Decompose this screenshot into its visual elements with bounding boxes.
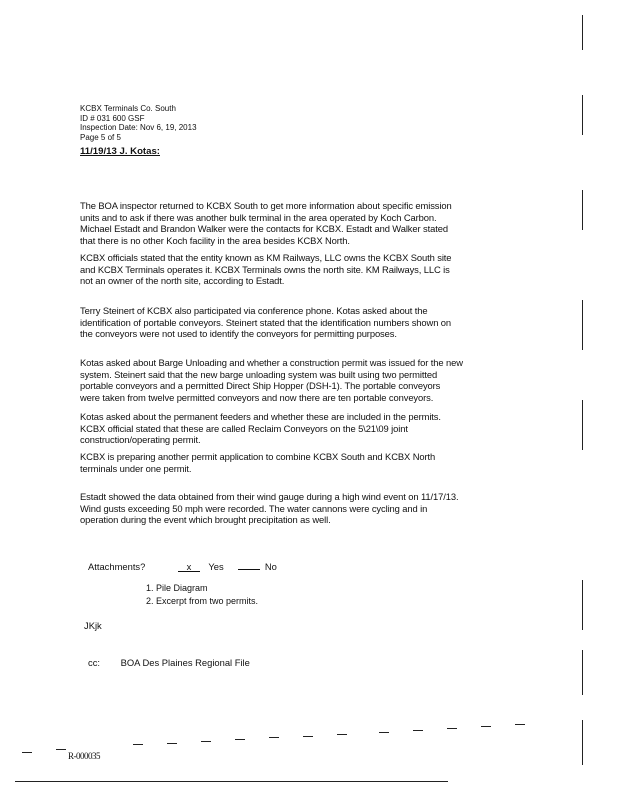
dash-mark <box>481 726 491 727</box>
inspection-date: Inspection Date: Nov 6, 19, 2013 <box>80 123 197 133</box>
paragraph-line: Michael Estadt and Brandon Walker were the contacts for KCBX. Estadt and Walker stated <box>80 223 448 235</box>
dash-mark <box>22 752 32 753</box>
margin-segment <box>582 300 583 350</box>
paragraph-line: portable conveyors and a permitted Direct Ship Hopper (DSH-1). The portable conveyors <box>80 380 441 392</box>
attachments-label: Attachments? <box>88 561 146 572</box>
paragraph-line: Wind gusts exceeding 50 mph were recorded. The water cannons were cycling and in <box>80 502 428 514</box>
paragraph-line: identification of portable conveyors. Steinert stated that the identification numbers shown on <box>80 316 452 328</box>
dash-mark <box>337 734 347 735</box>
margin-segment <box>582 650 583 695</box>
dash-mark <box>167 743 177 744</box>
paragraph <box>80 451 435 474</box>
paragraph-line: Kotas asked about the permanent feeders and whether these are included in the permits. <box>80 411 441 422</box>
dash-mark <box>413 730 423 731</box>
paragraph-line: not an owner of the north site, according to Estadt. <box>80 275 285 287</box>
bates-stamp: R-000035 <box>68 751 100 761</box>
paragraph <box>80 357 463 403</box>
section-heading: 11/19/13 J. Kotas: <box>80 146 160 157</box>
facility-id: ID # 031 600 GSF <box>80 113 145 123</box>
no-label: No <box>264 561 277 572</box>
paragraph <box>80 200 452 246</box>
paragraph-line: KCBX officials stated that the entity known as KM Railways, LLC owns the KCBX South site <box>80 252 452 263</box>
paragraph-line: KCBX official stated that these are called Reclaim Conveyors on the 5\21\09 joint <box>80 422 408 434</box>
paragraph-line: The BOA inspector returned to KCBX South to get more information about specific emission <box>80 200 452 211</box>
margin-segment <box>582 400 583 450</box>
attachments-row <box>88 561 283 572</box>
paragraph <box>80 411 441 446</box>
dash-mark <box>447 728 457 729</box>
paragraph <box>80 491 459 526</box>
paragraph-line: units and to ask if there was another bulk terminal in the area operated by Koch Carbon. <box>80 211 437 223</box>
paragraph-line: Kotas asked about Barge Unloading and whether a construction permit was issued for the new <box>80 357 463 368</box>
paragraph-line: and KCBX Terminals operates it. KCBX Terminals owns the north site. KM Railways, LLC is <box>80 263 450 275</box>
document-header <box>80 104 197 142</box>
facility-name: KCBX Terminals Co. South <box>80 104 176 113</box>
paragraph <box>80 252 451 287</box>
no-mark <box>238 569 260 570</box>
paragraph-line: system. Steinert said that the new barge unloading system was built using two permitted <box>80 368 438 380</box>
dash-mark <box>133 744 143 745</box>
dash-mark <box>201 741 211 742</box>
paragraph-line: Estadt showed the data obtained from their wind gauge during a high wind event on 11/17/13. <box>80 491 459 502</box>
dash-mark <box>56 749 66 750</box>
dash-mark <box>515 724 525 725</box>
paragraph-line: terminals under one permit. <box>80 462 192 474</box>
dash-mark <box>379 732 389 733</box>
cc-line <box>88 657 250 668</box>
margin-segment <box>582 95 583 135</box>
dash-mark <box>303 736 313 737</box>
paragraph <box>80 305 451 340</box>
attachment-list <box>146 582 258 607</box>
bottom-edge-line <box>15 781 448 782</box>
paragraph-line: were taken from twelve permitted conveyors and now there are ten portable conveyors. <box>80 391 434 403</box>
author-initials: JKjk <box>84 620 102 631</box>
page-number: Page 5 of 5 <box>80 132 121 142</box>
margin-segment <box>582 190 583 230</box>
cc-label: cc: <box>88 657 100 668</box>
paragraph-line: operation during the event which brought precipitation as well. <box>80 514 331 526</box>
cc-recipient: BOA Des Plaines Regional File <box>120 657 250 668</box>
yes-mark: x <box>178 562 200 572</box>
attachment-item: 2. Excerpt from two permits. <box>146 595 259 606</box>
paragraph-line: construction/operating permit. <box>80 434 201 446</box>
margin-segment <box>582 15 583 50</box>
paragraph-line: Terry Steinert of KCBX also participated via conference phone. Kotas asked about the <box>80 305 428 316</box>
paragraph-line: KCBX is preparing another permit application to combine KCBX South and KCBX North <box>80 451 436 462</box>
margin-segment <box>582 580 583 630</box>
yes-label: Yes <box>208 561 224 572</box>
dash-mark <box>235 739 245 740</box>
paragraph-line: the conveyors were not used to identify the conveyors for permitting purposes. <box>80 328 397 340</box>
attachment-item: 1. Pile Diagram <box>146 583 208 593</box>
paragraph-line: that there is no other Koch facility in the area besides KCBX North. <box>80 234 350 246</box>
dash-mark <box>269 737 279 738</box>
margin-segment <box>582 720 583 765</box>
